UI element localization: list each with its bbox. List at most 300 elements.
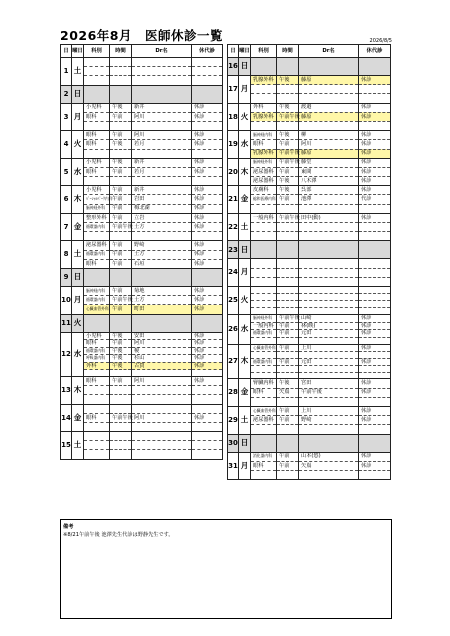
dept-cell: 眼科 — [84, 340, 110, 348]
header-dept: 科別 — [251, 45, 277, 58]
kind-cell — [192, 441, 223, 450]
doctor-cell — [132, 432, 192, 441]
kind-cell: 休診 — [192, 305, 223, 314]
dept-cell: 泌尿器科 — [84, 241, 110, 250]
kind-cell: 休診 — [192, 340, 223, 348]
table-row — [228, 195, 391, 204]
doctor-cell — [132, 121, 192, 130]
doctor-cell: 宮田 — [299, 379, 359, 388]
time-cell — [110, 432, 132, 441]
kind-cell: 休診 — [359, 406, 391, 415]
table-row — [228, 268, 391, 277]
doctor-cell: 石垣 — [132, 259, 192, 268]
day-number: 5 — [61, 158, 72, 186]
dept-cell — [84, 441, 110, 450]
doctor-cell: 藤原 — [299, 76, 359, 85]
dept-cell: 眼科 — [84, 131, 110, 140]
time-cell: 午前 — [110, 305, 132, 314]
dept-cell: 脳神経内科 — [251, 131, 277, 140]
doctor-cell: 野崎 — [299, 416, 359, 425]
kind-cell: 休診 — [359, 314, 391, 322]
doctor-cell: 榎 — [132, 347, 192, 355]
table-row — [228, 337, 391, 344]
kind-cell — [192, 232, 223, 241]
kind-cell — [192, 121, 223, 130]
table-row — [228, 232, 391, 241]
time-cell: 午前 — [277, 406, 299, 415]
day-number: 20 — [228, 158, 239, 186]
table-row — [61, 223, 223, 232]
doctor-cell: 阿川 — [132, 340, 192, 348]
weekday: 月 — [72, 286, 84, 314]
kind-cell — [359, 241, 391, 259]
doctor-cell: 元田 — [299, 330, 359, 338]
doctor-cell — [132, 177, 192, 186]
dept-cell: 眼科 — [251, 388, 277, 397]
kind-cell: 休診 — [192, 223, 223, 232]
kind-cell — [359, 121, 391, 130]
kind-cell — [192, 450, 223, 459]
dept-cell — [84, 386, 110, 395]
kind-cell: 休診 — [359, 158, 391, 167]
day-number: 15 — [61, 432, 72, 460]
table-row — [61, 76, 223, 85]
time-cell — [277, 58, 299, 76]
kind-cell — [359, 307, 391, 314]
schedule-table-left — [60, 44, 223, 460]
table-row — [228, 158, 391, 167]
kind-cell: 休診 — [359, 213, 391, 222]
dept-cell: 眼科 — [84, 413, 110, 422]
header-weekday: 曜日 — [72, 45, 84, 58]
weekday: 土 — [239, 213, 251, 241]
dept-cell — [251, 277, 277, 286]
time-cell — [277, 121, 299, 130]
weekday: 土 — [239, 406, 251, 434]
day-number: 26 — [228, 314, 239, 344]
doctor-cell: 阿川 — [132, 413, 192, 422]
doctor-cell — [132, 149, 192, 158]
time-cell: 午後 — [110, 103, 132, 112]
table-header-row — [61, 45, 223, 58]
time-cell — [277, 223, 299, 232]
weekday: 金 — [239, 379, 251, 407]
dept-cell: 小児科 — [84, 186, 110, 195]
table-row — [61, 232, 223, 241]
time-cell: 午前 — [110, 112, 132, 121]
table-row — [228, 358, 391, 366]
time-cell — [277, 241, 299, 259]
weekday: 木 — [239, 344, 251, 379]
dept-cell: 泌尿器科 — [251, 416, 277, 425]
dept-cell — [84, 432, 110, 441]
time-cell: 午前 — [110, 340, 132, 348]
dept-cell: 脳神経内科 — [84, 286, 110, 295]
dept-cell: 眼科 — [251, 140, 277, 149]
time-cell — [110, 76, 132, 85]
day-number: 18 — [228, 103, 239, 131]
time-cell: 矢嶌 — [277, 388, 299, 397]
weekday: 土 — [72, 432, 84, 460]
time-cell: 午前 — [277, 330, 299, 338]
doctor-cell — [132, 232, 192, 241]
doctor-cell — [299, 293, 359, 300]
doctor-cell — [132, 76, 192, 85]
weekday: 日 — [239, 434, 251, 452]
kind-cell: 休診 — [192, 355, 223, 363]
table-row — [228, 388, 391, 397]
weekday: 月 — [239, 76, 251, 104]
kind-cell: 休診 — [192, 213, 223, 222]
table-row — [61, 177, 223, 186]
kind-cell — [359, 286, 391, 293]
time-cell — [277, 94, 299, 103]
weekday: 日 — [72, 85, 84, 103]
time-cell: 午後 — [277, 186, 299, 195]
doctor-cell: 藤原 — [299, 149, 359, 158]
table-row — [61, 386, 223, 395]
weekday: 土 — [72, 241, 84, 269]
doctor-cell — [299, 425, 359, 434]
time-cell: 午前 — [277, 452, 299, 461]
kind-cell — [192, 177, 223, 186]
table-row — [61, 268, 223, 286]
doctor-cell — [132, 441, 192, 450]
table-row — [61, 112, 223, 121]
kind-cell: 休診 — [192, 195, 223, 204]
time-cell — [110, 85, 132, 103]
weekday: 金 — [239, 186, 251, 214]
header-doctor: Dr名 — [299, 45, 359, 58]
dept-cell — [251, 85, 277, 94]
table-row — [228, 330, 391, 338]
table-row — [61, 376, 223, 385]
doctor-cell: 菊地 — [132, 286, 192, 295]
weekday: 水 — [72, 332, 84, 376]
dept-cell: 総和医療内科 — [251, 195, 277, 204]
dept-cell — [251, 425, 277, 434]
dept-cell: 眼科 — [84, 259, 110, 268]
time-cell — [277, 286, 299, 293]
dept-cell — [251, 58, 277, 76]
kind-cell: 休診 — [192, 332, 223, 340]
doctor-cell — [299, 204, 359, 213]
kind-cell — [359, 300, 391, 307]
time-cell: 午前 — [277, 344, 299, 352]
time-cell: 午前 — [110, 241, 132, 250]
doctor-cell — [299, 259, 359, 268]
dept-cell — [84, 232, 110, 241]
table-row — [61, 103, 223, 112]
time-cell: 午前午後 — [110, 296, 132, 305]
dept-cell: 心臓血管外科 — [251, 406, 277, 415]
kind-cell — [359, 204, 391, 213]
dept-cell: ﾊﾞｰｼｬﾙﾊﾟｰｸ内科 — [84, 195, 110, 204]
dept-cell: 泌尿器科 — [251, 167, 277, 176]
table-row — [61, 149, 223, 158]
doctor-cell — [299, 470, 359, 479]
doctor-cell: 藤原 — [299, 112, 359, 121]
dept-cell: 循環器内科 — [251, 330, 277, 338]
dept-cell — [84, 422, 110, 431]
time-cell — [277, 470, 299, 479]
table-row — [228, 470, 391, 479]
header-weekday: 曜日 — [239, 45, 251, 58]
day-number: 29 — [228, 406, 239, 434]
kind-cell: 休診 — [192, 362, 223, 370]
weekday: 月 — [239, 452, 251, 480]
dept-cell: 脳神経外科 — [84, 204, 110, 213]
doctor-cell — [132, 85, 192, 103]
dept-cell — [84, 149, 110, 158]
time-cell — [277, 204, 299, 213]
time-cell — [110, 121, 132, 130]
day-number: 17 — [228, 76, 239, 104]
time-cell: 午前 — [110, 376, 132, 385]
doctor-cell — [132, 58, 192, 67]
day-number: 22 — [228, 213, 239, 241]
kind-cell: 休診 — [192, 103, 223, 112]
table-row — [61, 140, 223, 149]
time-cell: 午前 — [110, 131, 132, 140]
table-row — [61, 362, 223, 370]
weekday: 火 — [72, 131, 84, 159]
weekday: 日 — [239, 241, 251, 259]
time-cell: 午前午後 — [277, 149, 299, 158]
dept-cell: 外科 — [251, 103, 277, 112]
dept-cell: 心臓血管外科 — [84, 305, 110, 314]
table-row — [228, 397, 391, 406]
time-cell: 午前午後 — [277, 158, 299, 167]
kind-cell: 休診 — [192, 296, 223, 305]
day-number: 10 — [61, 286, 72, 314]
table-row — [228, 204, 391, 213]
doctor-cell: 杉山 — [132, 355, 192, 363]
time-cell: 午前 — [110, 250, 132, 259]
table-row — [61, 58, 223, 67]
dept-cell — [84, 58, 110, 67]
dept-cell: 外科 — [84, 362, 110, 370]
dept-cell — [251, 397, 277, 406]
table-row — [61, 286, 223, 295]
time-cell: 午前 — [110, 186, 132, 195]
kind-cell: 休診 — [359, 177, 391, 186]
kind-cell: 休診 — [359, 149, 391, 158]
kind-cell: 休診 — [359, 388, 391, 397]
header-time: 時間 — [110, 45, 132, 58]
table-row — [61, 347, 223, 355]
table-row — [61, 167, 223, 176]
time-cell: 午後 — [110, 355, 132, 363]
day-number: 25 — [228, 286, 239, 314]
time-cell: 午後 — [110, 332, 132, 340]
table-row — [61, 413, 223, 422]
table-row — [61, 241, 223, 250]
dept-cell — [84, 268, 110, 286]
dept-cell: 小児科 — [84, 158, 110, 167]
weekday: 火 — [239, 103, 251, 131]
kind-cell: 休診 — [359, 131, 391, 140]
time-cell: 午前 — [277, 416, 299, 425]
doctor-cell: 池澤 — [299, 195, 359, 204]
header-time: 時間 — [277, 45, 299, 58]
doctor-cell: 新井 — [132, 158, 192, 167]
day-number: 31 — [228, 452, 239, 480]
doctor-cell: 阿川 — [132, 112, 192, 121]
dept-cell: 小児科 — [84, 103, 110, 112]
kind-cell: 休診 — [359, 379, 391, 388]
dept-cell — [84, 450, 110, 459]
kind-cell — [359, 337, 391, 344]
doctor-cell — [132, 395, 192, 404]
time-cell — [110, 177, 132, 186]
kind-cell — [192, 432, 223, 441]
table-row — [228, 121, 391, 130]
doctor-cell: 若月 — [132, 167, 192, 176]
time-cell — [110, 395, 132, 404]
doctor-cell: 立岩 — [132, 213, 192, 222]
table-row — [228, 406, 391, 415]
table-row — [228, 307, 391, 314]
weekday: 日 — [239, 58, 251, 76]
doctor-cell: 呉部 — [299, 186, 359, 195]
table-row — [228, 259, 391, 268]
kind-cell — [192, 67, 223, 76]
table-row — [61, 450, 223, 459]
remarks-text: ※8/21午前午後 池澤先生代診は野静先生です。 — [63, 532, 174, 538]
dept-cell: 脳神経外科 — [251, 314, 277, 322]
kind-cell — [192, 395, 223, 404]
time-cell: 午前午後 — [110, 223, 132, 232]
header-dept: 科別 — [84, 45, 110, 58]
dept-cell — [251, 121, 277, 130]
table-row — [228, 461, 391, 470]
time-cell: 午前 — [277, 461, 299, 470]
kind-cell: 休診 — [192, 259, 223, 268]
table-row — [61, 131, 223, 140]
dept-cell — [84, 76, 110, 85]
kind-cell: 休診 — [192, 140, 223, 149]
dept-cell — [251, 94, 277, 103]
time-cell — [277, 259, 299, 268]
dept-cell — [251, 337, 277, 344]
table-row — [228, 344, 391, 352]
day-number: 28 — [228, 379, 239, 407]
table-row — [61, 332, 223, 340]
kind-cell — [192, 76, 223, 85]
dept-cell: 眼科 — [84, 140, 110, 149]
doctor-cell — [299, 434, 359, 452]
time-cell — [110, 232, 132, 241]
dept-cell: 循環器内科 — [84, 250, 110, 259]
kind-cell: 休診 — [359, 76, 391, 85]
kind-cell — [359, 58, 391, 76]
dept-cell — [251, 204, 277, 213]
table-header-row — [228, 45, 391, 58]
dept-cell — [84, 121, 110, 130]
kind-cell — [192, 314, 223, 332]
weekday: 火 — [239, 286, 251, 314]
doctor-cell: 梅北湖 — [132, 204, 192, 213]
table-row — [228, 140, 391, 149]
doctor-cell — [299, 397, 359, 406]
table-row — [228, 103, 391, 112]
kind-cell — [192, 386, 223, 395]
weekday: 木 — [72, 376, 84, 404]
weekday: 水 — [239, 314, 251, 344]
dept-cell: 眼科 — [84, 376, 110, 385]
time-cell: 午後 — [110, 140, 132, 149]
kind-cell: 休診 — [359, 322, 391, 330]
doctor-cell: 野崎 — [132, 241, 192, 250]
table-row — [228, 379, 391, 388]
time-cell: 午前 — [110, 204, 132, 213]
doctor-cell — [299, 268, 359, 277]
table-row — [61, 204, 223, 213]
kind-cell: 休診 — [192, 286, 223, 295]
kind-cell — [192, 268, 223, 286]
time-cell: 午前午後 — [277, 112, 299, 121]
dept-cell: 乳腺外科 — [251, 149, 277, 158]
weekday: 土 — [72, 58, 84, 86]
kind-cell — [359, 434, 391, 452]
weekday: 月 — [72, 103, 84, 131]
dept-cell — [251, 223, 277, 232]
table-row — [228, 131, 391, 140]
table-row — [228, 416, 391, 425]
kind-cell: 休診 — [359, 452, 391, 461]
doctor-cell: 山崎 — [299, 314, 359, 322]
time-cell: 午後 — [277, 131, 299, 140]
kind-cell — [359, 223, 391, 232]
weekday: 月 — [239, 259, 251, 287]
doctor-cell: 阿川 — [132, 376, 192, 385]
doctor-cell — [132, 268, 192, 286]
time-cell — [277, 307, 299, 314]
table-row — [61, 296, 223, 305]
doctor-cell — [299, 232, 359, 241]
doctor-cell: 藤堂 — [299, 158, 359, 167]
dept-cell: 整形外科 — [84, 213, 110, 222]
time-cell — [110, 58, 132, 67]
table-row — [61, 259, 223, 268]
dept-cell: 循環器内科 — [251, 358, 277, 366]
dept-cell — [84, 404, 110, 413]
doctor-cell — [299, 85, 359, 94]
doctor-cell: 岩田 — [132, 195, 192, 204]
day-number: 11 — [61, 314, 72, 332]
weekday: 水 — [72, 158, 84, 186]
dept-cell: 眼科 — [84, 167, 110, 176]
time-cell: 午後 — [110, 158, 132, 167]
doctor-cell — [132, 450, 192, 459]
time-cell — [277, 268, 299, 277]
kind-cell — [359, 94, 391, 103]
doctor-cell — [299, 286, 359, 293]
time-cell: 午前 — [110, 286, 132, 295]
kind-cell: 休診 — [359, 103, 391, 112]
table-row — [228, 58, 391, 76]
kind-cell: 休診 — [192, 250, 223, 259]
day-number: 3 — [61, 103, 72, 131]
doctor-cell: 土方 — [132, 223, 192, 232]
day-number: 30 — [228, 434, 239, 452]
weekday: 金 — [72, 213, 84, 241]
dept-cell — [251, 259, 277, 268]
time-cell — [110, 67, 132, 76]
table-row — [228, 241, 391, 259]
table-row — [228, 425, 391, 434]
